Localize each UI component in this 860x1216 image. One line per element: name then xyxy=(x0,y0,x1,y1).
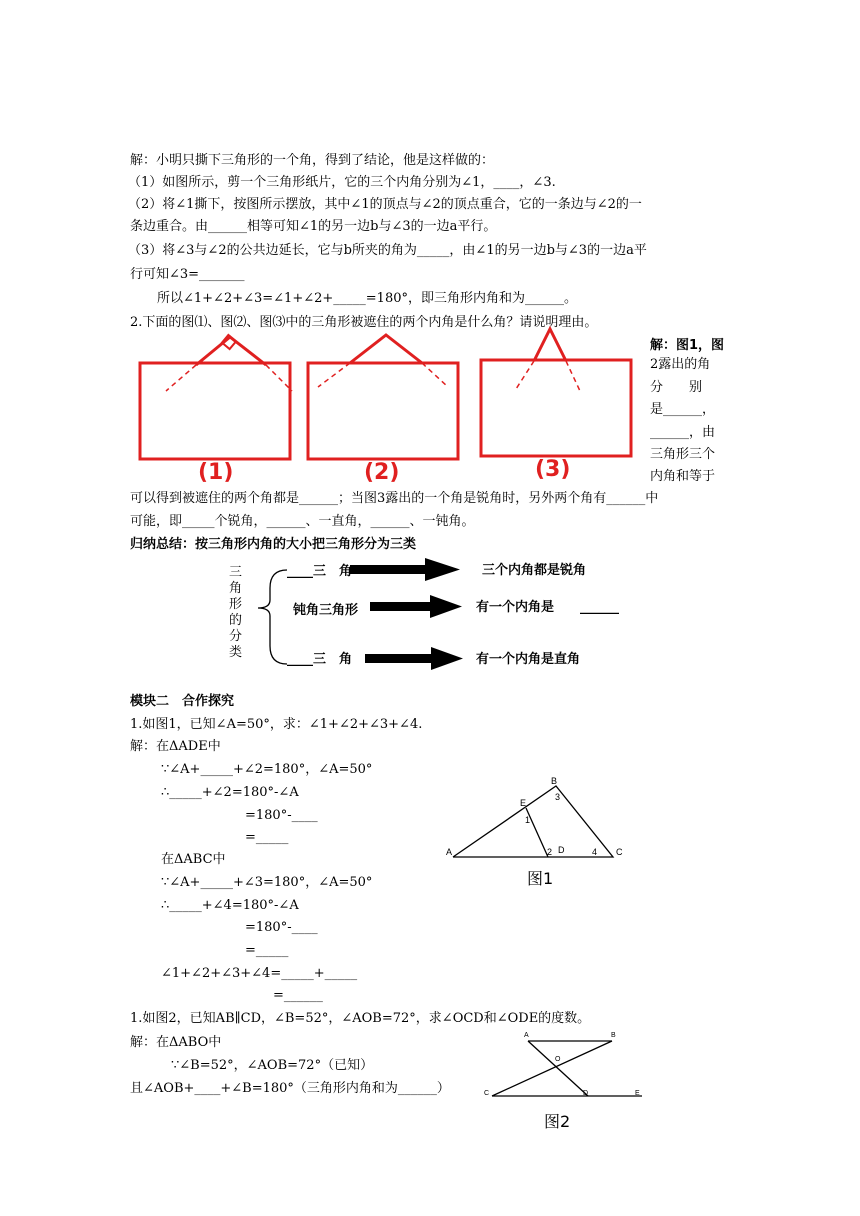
point-D: D xyxy=(558,845,565,855)
side-answer-label: 解：图1，图 xyxy=(650,338,725,353)
figure-label-1: (1) xyxy=(198,460,234,485)
class-row-1-right: 三个内角都是锐角 xyxy=(482,563,587,578)
point-E: E xyxy=(520,798,527,808)
brace-char: 的 xyxy=(229,613,243,628)
solution-line: =180°-____ xyxy=(245,920,318,935)
point-C: C xyxy=(484,1090,490,1097)
intro-line-7: 所以∠1+∠2+∠3=∠1+∠2+_____=180°，即三角形内角和为______。 xyxy=(157,291,577,306)
q2-continuation-2: 可能，即_____个锐角，______、一直角，______、一钝角。 xyxy=(130,514,475,529)
arrows xyxy=(350,558,463,670)
solution-2-line: 解：在ΔABO中 xyxy=(130,1035,222,1050)
solution-line: =_____ xyxy=(245,830,289,845)
intro-line-1: 解：小明只撕下三角形的一个角，得到了结论，他是这样做的： xyxy=(130,153,495,168)
solution-line: =_____ xyxy=(245,943,289,958)
solution-line: 解：在ΔADE中 xyxy=(130,739,221,754)
q2-side-line-3: 分 别 xyxy=(650,380,703,395)
point-B: B xyxy=(611,1032,616,1039)
angle-2: 2 xyxy=(547,847,553,857)
figure-2-parallel-lines xyxy=(480,1025,660,1115)
problem-2-statement: 1.如图2，已知AB∥CD，∠B=52°，∠AOB=72°，求∠OCD和∠ODE的度数。 xyxy=(130,1011,591,1026)
left-brace xyxy=(258,570,287,664)
solution-line: =180°-____ xyxy=(245,808,318,823)
solution-line: ∠1+∠2+∠3+∠4=_____+_____ xyxy=(161,966,358,981)
figure-label-3: (3) xyxy=(535,457,571,482)
figure-1-caption: 图1 xyxy=(527,869,554,888)
solution-line: =______ xyxy=(273,988,323,1003)
q2-side-line-1 xyxy=(650,338,724,354)
angle-3: 3 xyxy=(555,792,561,802)
brace-char: 分 xyxy=(229,629,243,644)
brace-char: 角 xyxy=(229,581,243,596)
intro-line-6: 行可知∠3=_______ xyxy=(130,267,245,282)
point-A: A xyxy=(524,1032,529,1039)
point-A: A xyxy=(446,847,453,857)
brace-char: 类 xyxy=(229,645,243,660)
point-E: E xyxy=(635,1090,640,1097)
intro-line-5: （3）将∠3与∠2的公共边延长，它与b所夹的角为_____，由∠1的另一边b与∠3的一边a平 xyxy=(128,243,647,258)
q2-side-line-4: 是______， xyxy=(650,402,716,417)
class-row-3-right: 有一个内角是直角 xyxy=(476,652,581,667)
brace-char: 三 xyxy=(229,565,243,580)
brace-char: 形 xyxy=(229,597,243,612)
q2-continuation-1: 可以得到被遮住的两个角都是______；当图3露出的一个角是锐角时，另外两个角有______中 xyxy=(130,491,659,506)
q2-side-line-2: 2露出的角 xyxy=(650,357,711,372)
solution-line: ∴_____+∠2=180°-∠A xyxy=(161,785,299,800)
intro-line-3: （2）将∠1撕下，按图所示摆放，其中∠1的顶点与∠2的顶点重合，它的一条边与∠2的一 xyxy=(128,197,642,212)
problem-1-statement: 1.如图1，已知∠A=50°，求：∠1+∠2+∠3+∠4. xyxy=(130,717,423,732)
intro-line-4: 条边重合。由______相等可知∠1的另一边b与∠3的一边a平行。 xyxy=(130,219,497,234)
solution-2-line: ∵∠B=52°，∠AOB=72°（已知） xyxy=(171,1058,374,1073)
figure-2-caption: 图2 xyxy=(544,1112,571,1131)
summary-title: 归纳总结：按三角形内角的大小把三角形分为三类 xyxy=(130,537,417,552)
solution-line: ∴_____+∠4=180°-∠A xyxy=(161,898,299,913)
intro-line-2: （1）如图所示，剪一个三角形纸片，它的三个内角分别为∠1，____，∠3. xyxy=(128,175,556,190)
solution-line: 在ΔABC中 xyxy=(161,852,226,867)
angle-1: 1 xyxy=(525,815,531,825)
class-row-2-left: 钝角三角形 xyxy=(293,603,359,618)
q2-side-line-6: 三角形三个 xyxy=(650,447,716,462)
classification-diagram xyxy=(0,560,860,680)
solution-line: ∵∠A+_____+∠2=180°，∠A=50° xyxy=(161,762,373,777)
point-O: O xyxy=(555,1056,561,1063)
figure-label-2: (2) xyxy=(364,460,400,485)
class-row-3-left: ____三 角 xyxy=(287,652,353,667)
class-row-1-left: ____三 角 xyxy=(287,564,353,579)
q2-question: 2.下面的图⑴、图⑵、图⑶中的三角形被遮住的两个内角是什么角？请说明理由。 xyxy=(130,315,598,330)
q2-side-line-7: 内角和等于 xyxy=(650,469,716,484)
solution-line: ∵∠A+_____+∠3=180°，∠A=50° xyxy=(161,875,373,890)
class-row-2-right: 有一个内角是 ______ xyxy=(476,600,620,615)
q2-side-line-5: ______，由 xyxy=(650,425,716,440)
point-B: B xyxy=(551,776,558,786)
point-D: D xyxy=(583,1090,589,1097)
angle-4: 4 xyxy=(592,847,598,857)
triangle-cover-figures xyxy=(0,325,860,485)
point-C: C xyxy=(616,847,623,857)
module2-title: 模块二 合作探究 xyxy=(130,694,235,709)
solution-2-line: 且∠AOB+____+∠B=180°（三角形内角和为______） xyxy=(130,1081,450,1096)
